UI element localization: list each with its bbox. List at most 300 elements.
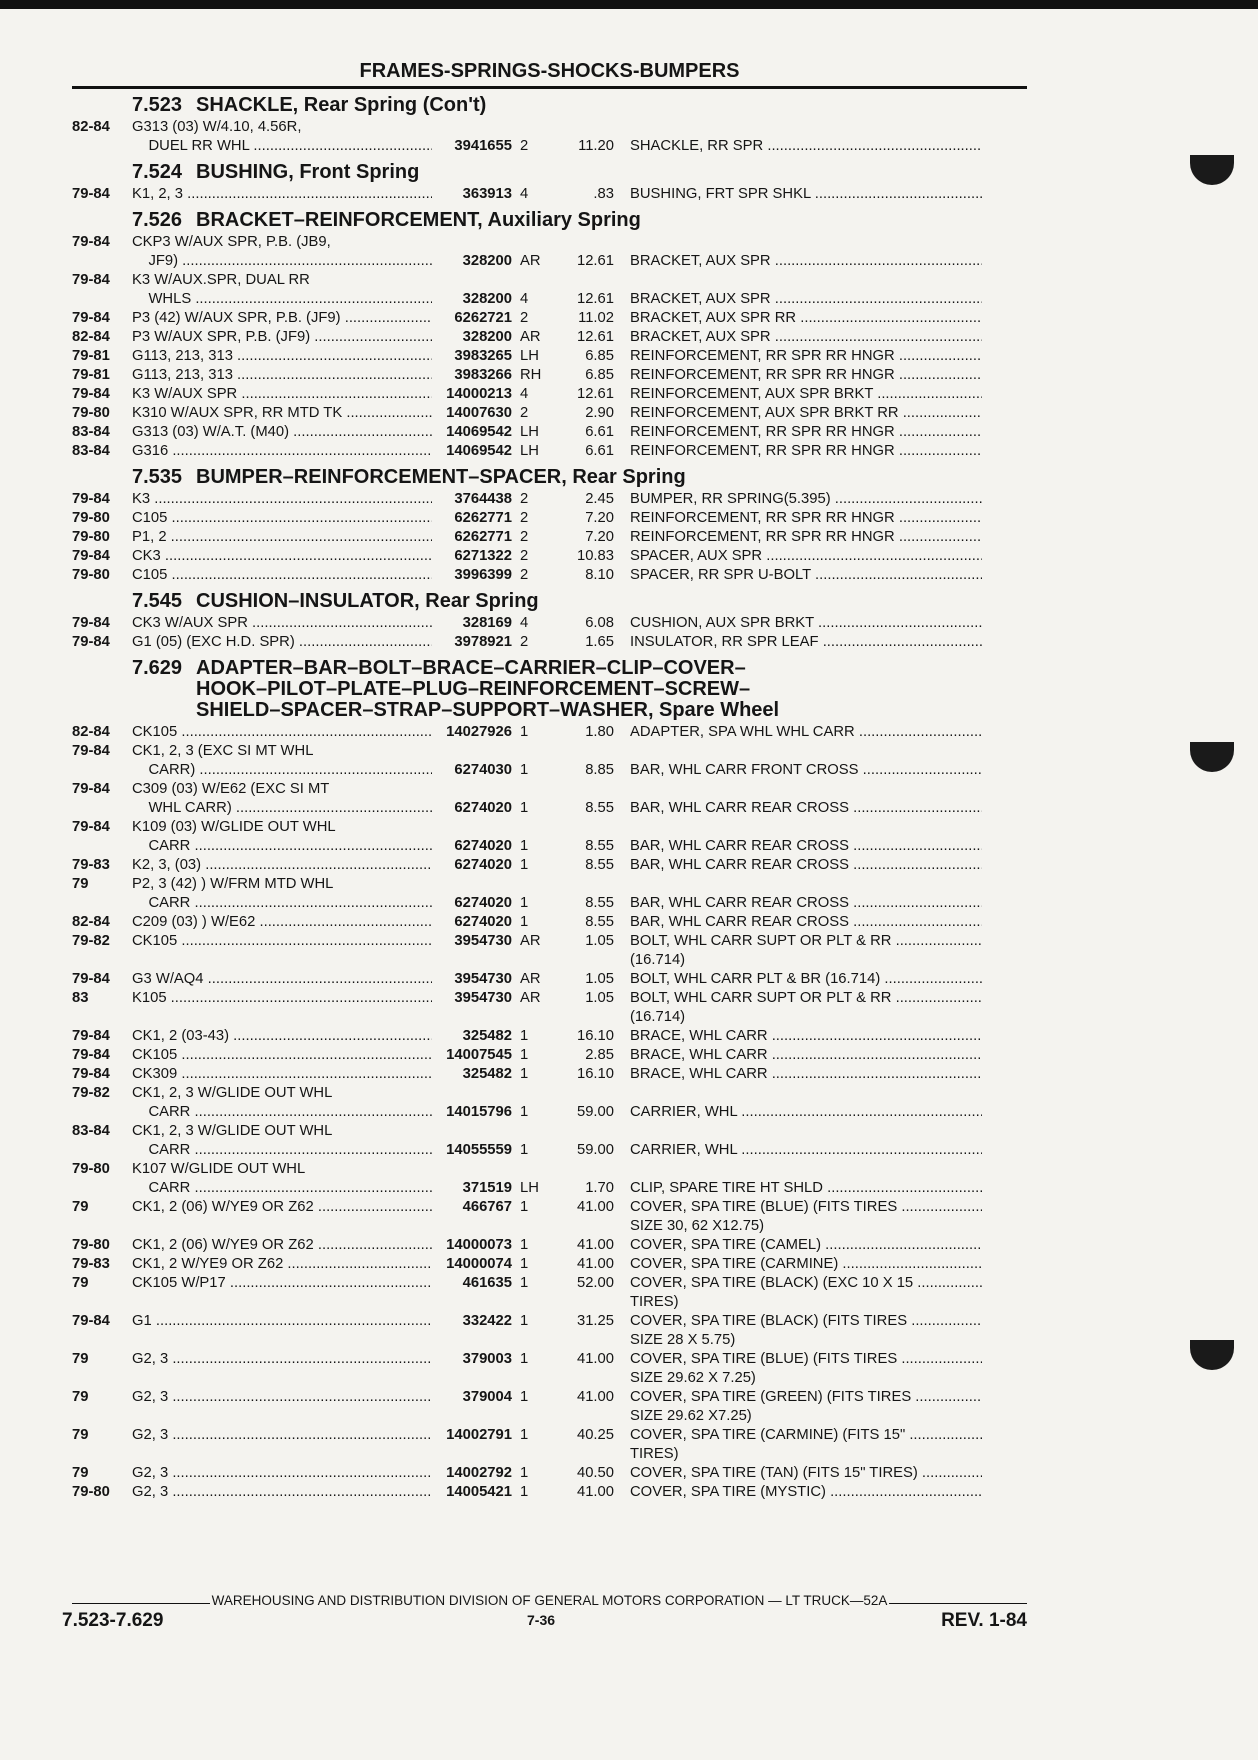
- section-title: SHACKLE, Rear Spring (Con't): [196, 94, 487, 116]
- quantity: 1: [520, 1465, 529, 1481]
- section-number: 7.545: [132, 590, 183, 612]
- part-description: REINFORCEMENT, AUX SPR BRKT RR .....: [614, 404, 982, 423]
- part-description: COVER, SPA TIRE (BLUE) (FITS TIRES .....: [614, 1350, 982, 1369]
- section-title: BRACKET–REINFORCEMENT, Auxiliary Spring: [196, 209, 641, 231]
- part-description: (16.714): [630, 1009, 686, 1025]
- model-application: CK1, 2, 3 (EXC SI MT WHL: [132, 743, 314, 759]
- part-description: BOLT, WHL CARR SUPT OR PLT & RR .....: [614, 932, 982, 951]
- top-border-rule: [0, 0, 1258, 9]
- part-number: 3978921: [454, 634, 512, 650]
- parts-row: [72, 528, 1027, 547]
- part-number: [432, 1445, 512, 1464]
- price: 41.00: [576, 1237, 614, 1253]
- part-description: REINFORCEMENT, RR SPR RR HNGR .....: [614, 528, 982, 547]
- part-description: [614, 1160, 982, 1179]
- quantity: LH: [520, 1180, 539, 1196]
- quantity: AR: [520, 253, 541, 269]
- part-number: 6274030: [454, 762, 512, 778]
- quantity: AR: [520, 933, 541, 949]
- price: 31.25: [576, 1313, 614, 1329]
- model-application: K3 .....: [132, 490, 432, 509]
- part-description: COVER, SPA TIRE (GREEN) (FITS TIRES .....: [614, 1388, 982, 1407]
- model-years: [72, 1445, 132, 1464]
- quantity: 2: [520, 491, 529, 507]
- price: [544, 951, 614, 970]
- price: [544, 1008, 614, 1027]
- parts-row: [72, 761, 1027, 780]
- model-application: CK3 .....: [132, 547, 432, 566]
- part-description: COVER, SPA TIRE (BLACK) (FITS TIRES .....: [614, 1312, 982, 1331]
- part-number: 379003: [462, 1351, 512, 1367]
- model-years: 79-84: [72, 310, 110, 326]
- quantity: RH: [520, 367, 542, 383]
- quantity: LH: [520, 443, 539, 459]
- part-number: 3996399: [454, 567, 512, 583]
- model-application: CK3 W/AUX SPR .....: [132, 614, 432, 633]
- part-number: 14015796: [446, 1104, 512, 1120]
- model-years: 79: [72, 876, 89, 892]
- model-years: 79-80: [72, 567, 110, 583]
- price: 41.00: [576, 1389, 614, 1405]
- quantity: 1: [520, 914, 529, 930]
- model-application: CK1, 2, 3 W/GLIDE OUT WHL: [132, 1085, 333, 1101]
- parts-row: [72, 442, 1027, 461]
- model-years: 79: [72, 1275, 89, 1291]
- quantity: 1: [520, 895, 529, 911]
- model-years: 79-84: [72, 548, 110, 564]
- section-title: BUSHING, Front Spring: [196, 161, 420, 183]
- model-years: [72, 1103, 132, 1122]
- price: 2.90: [585, 405, 614, 421]
- model-years: 82-84: [72, 329, 110, 345]
- model-application: WHL CARR) .....: [132, 799, 432, 818]
- part-number: 14000213: [446, 386, 512, 402]
- price: [544, 875, 614, 894]
- model-application: G2, 3 .....: [132, 1350, 432, 1369]
- part-description: BAR, WHL CARR FRONT CROSS .....: [614, 761, 982, 780]
- price: 1.65: [585, 634, 614, 650]
- parts-row: [72, 347, 1027, 366]
- part-number: 14007545: [446, 1047, 512, 1063]
- price: 1.05: [585, 990, 614, 1006]
- part-description: BOLT, WHL CARR PLT & BR (16.714) .....: [614, 970, 982, 989]
- part-description: [614, 118, 982, 137]
- part-number: 6262721: [454, 310, 512, 326]
- price: 1.05: [585, 971, 614, 987]
- parts-row: [72, 366, 1027, 385]
- price: [544, 1407, 614, 1426]
- model-years: [72, 1141, 132, 1160]
- price: [544, 1217, 614, 1236]
- model-application: G313 (03) W/4.10, 4.56R,: [132, 119, 302, 135]
- parts-row: [72, 309, 1027, 328]
- parts-row: [72, 1179, 1027, 1198]
- price: 59.00: [576, 1142, 614, 1158]
- price: 6.61: [585, 424, 614, 440]
- model-application: G113, 213, 313 .....: [132, 347, 432, 366]
- model-years: 83-84: [72, 1123, 110, 1139]
- model-years: 82-84: [72, 724, 110, 740]
- quantity: 1: [520, 1237, 529, 1253]
- section-number: 7.524: [132, 161, 183, 183]
- part-description: [614, 875, 982, 894]
- section-header: [72, 162, 1027, 183]
- model-years: 79-84: [72, 234, 110, 250]
- model-application: CK105 .....: [132, 1046, 432, 1065]
- price: [544, 1293, 614, 1312]
- parts-row: [72, 894, 1027, 913]
- footer-division-line: [72, 1593, 1027, 1608]
- model-application: CARR .....: [132, 1103, 432, 1122]
- parts-row: [72, 1312, 1027, 1331]
- part-description: SIZE 29.62 X7.25): [630, 1408, 752, 1424]
- quantity: 1: [520, 838, 529, 854]
- model-application: [132, 1008, 432, 1027]
- price: 41.00: [576, 1484, 614, 1500]
- parts-row: [72, 818, 1027, 837]
- price: 12.61: [576, 386, 614, 402]
- model-years: [72, 761, 132, 780]
- model-application: CKP3 W/AUX SPR, P.B. (JB9,: [132, 234, 331, 250]
- model-application: CK105 .....: [132, 723, 432, 742]
- part-number: 6274020: [454, 895, 512, 911]
- part-number: 328200: [462, 329, 512, 345]
- model-application: G2, 3 .....: [132, 1388, 432, 1407]
- part-number: 328169: [462, 615, 512, 631]
- model-years: 79-84: [72, 819, 110, 835]
- price: 40.50: [576, 1465, 614, 1481]
- price: 16.10: [576, 1028, 614, 1044]
- parts-row: [72, 1141, 1027, 1160]
- part-number: 3941655: [454, 138, 512, 154]
- quantity: 2: [520, 310, 529, 326]
- parts-row: [72, 1008, 1027, 1027]
- price: [544, 742, 614, 761]
- price: [544, 1160, 614, 1179]
- model-years: [72, 1217, 132, 1236]
- price: 8.55: [585, 857, 614, 873]
- parts-row: [72, 233, 1027, 252]
- quantity: 2: [520, 529, 529, 545]
- model-years: 79-84: [72, 386, 110, 402]
- parts-row: [72, 837, 1027, 856]
- parts-row: [72, 1483, 1027, 1502]
- model-application: CARR .....: [132, 894, 432, 913]
- parts-row: [72, 1388, 1027, 1407]
- model-years: 79-82: [72, 933, 110, 949]
- model-application: [132, 951, 432, 970]
- model-years: 79-84: [72, 491, 110, 507]
- footer-page-number: 7-36: [527, 1612, 556, 1628]
- model-application: G2, 3 .....: [132, 1464, 432, 1483]
- part-description: INSULATOR, RR SPR LEAF .....: [614, 633, 982, 652]
- price: [544, 1122, 614, 1141]
- part-number: 14000074: [446, 1256, 512, 1272]
- section-number: 7.535: [132, 466, 183, 488]
- model-years: 79: [72, 1427, 89, 1443]
- quantity: AR: [520, 329, 541, 345]
- parts-row: [72, 1160, 1027, 1179]
- price: [544, 1369, 614, 1388]
- model-years: 79-84: [72, 781, 110, 797]
- part-number: 379004: [462, 1389, 512, 1405]
- part-description: REINFORCEMENT, RR SPR RR HNGR .....: [614, 423, 982, 442]
- model-years: [72, 1293, 132, 1312]
- model-years: 79: [72, 1351, 89, 1367]
- parts-row: [72, 932, 1027, 951]
- price: [544, 118, 614, 137]
- model-application: K107 W/GLIDE OUT WHL: [132, 1161, 306, 1177]
- part-description: COVER, SPA TIRE (BLUE) (FITS TIRES .....: [614, 1198, 982, 1217]
- model-application: CK1, 2 (06) W/YE9 OR Z62 .....: [132, 1198, 432, 1217]
- quantity: [512, 818, 544, 837]
- quantity: 1: [520, 1199, 529, 1215]
- parts-row: [72, 1293, 1027, 1312]
- model-years: 82-84: [72, 914, 110, 930]
- price: 7.20: [585, 529, 614, 545]
- price: [544, 271, 614, 290]
- part-description: REINFORCEMENT, RR SPR RR HNGR .....: [614, 509, 982, 528]
- model-years: 79-84: [72, 971, 110, 987]
- model-years: 83-84: [72, 443, 110, 459]
- quantity: 4: [520, 615, 529, 631]
- quantity: 1: [520, 857, 529, 873]
- part-number: 6274020: [454, 800, 512, 816]
- parts-row: [72, 799, 1027, 818]
- part-description: (16.714): [630, 952, 686, 968]
- part-number: 14002792: [446, 1465, 512, 1481]
- price: 6.08: [585, 615, 614, 631]
- parts-row: [72, 1464, 1027, 1483]
- quantity: 4: [520, 386, 529, 402]
- quantity: AR: [520, 990, 541, 1006]
- part-number: [432, 1407, 512, 1426]
- model-application: G1 .....: [132, 1312, 432, 1331]
- part-number: [432, 271, 512, 290]
- model-application: [132, 1445, 432, 1464]
- part-description: REINFORCEMENT, RR SPR RR HNGR .....: [614, 347, 982, 366]
- model-application: G3 W/AQ4 .....: [132, 970, 432, 989]
- part-description: BRACKET, AUX SPR .....: [614, 290, 982, 309]
- part-description: BAR, WHL CARR REAR CROSS .....: [614, 894, 982, 913]
- part-number: 14069542: [446, 443, 512, 459]
- part-number: 3983265: [454, 348, 512, 364]
- price: 8.55: [585, 895, 614, 911]
- model-years: 79-84: [72, 1047, 110, 1063]
- part-description: BAR, WHL CARR REAR CROSS .....: [614, 799, 982, 818]
- model-application: [132, 1293, 432, 1312]
- part-number: [432, 780, 512, 799]
- model-years: 79-84: [72, 272, 110, 288]
- part-description: REINFORCEMENT, RR SPR RR HNGR .....: [614, 366, 982, 385]
- parts-row: [72, 1217, 1027, 1236]
- model-years: [72, 1407, 132, 1426]
- price: 6.85: [585, 348, 614, 364]
- part-number: [432, 1331, 512, 1350]
- sections-container: [72, 95, 1027, 1502]
- price: 8.85: [585, 762, 614, 778]
- model-application: P2, 3 (42) ) W/FRM MTD WHL: [132, 876, 334, 892]
- model-years: 79-80: [72, 1161, 110, 1177]
- section-header: [72, 467, 1027, 488]
- model-application: G2, 3 .....: [132, 1426, 432, 1445]
- price: 11.02: [578, 310, 614, 326]
- part-description: TIRES): [630, 1446, 679, 1462]
- parts-row: [72, 951, 1027, 970]
- model-application: CK1, 2 (03-43) .....: [132, 1027, 432, 1046]
- part-number: 325482: [462, 1066, 512, 1082]
- part-number: 371519: [462, 1180, 512, 1196]
- parts-row: [72, 290, 1027, 309]
- parts-row: [72, 856, 1027, 875]
- model-years: 79-80: [72, 405, 110, 421]
- page-footer: [62, 1593, 1027, 1632]
- footer-division: WAREHOUSING AND DISTRIBUTION DIVISION OF GENERAL MOTORS CORPORATION — LT TRUCK—52A: [211, 1593, 888, 1608]
- part-number: [432, 875, 512, 894]
- parts-row: [72, 1407, 1027, 1426]
- model-years: 79-84: [72, 1028, 110, 1044]
- binder-hole-mark: [1190, 1340, 1234, 1370]
- quantity: [512, 233, 544, 252]
- part-description: BRACE, WHL CARR .....: [614, 1065, 982, 1084]
- quantity: 1: [520, 1028, 529, 1044]
- quantity: [512, 118, 544, 137]
- model-years: [72, 1179, 132, 1198]
- part-number: [432, 951, 512, 970]
- parts-row: [72, 1331, 1027, 1350]
- model-application: [132, 1331, 432, 1350]
- quantity: [512, 1369, 544, 1388]
- quantity: [512, 780, 544, 799]
- model-years: 79: [72, 1199, 89, 1215]
- part-description: COVER, SPA TIRE (TAN) (FITS 15" TIRES) .....: [614, 1464, 982, 1483]
- price: [544, 1331, 614, 1350]
- model-application: P3 (42) W/AUX SPR, P.B. (JF9) .....: [132, 309, 432, 328]
- section-header: [72, 95, 1027, 116]
- part-number: 332422: [462, 1313, 512, 1329]
- parts-row: [72, 1274, 1027, 1293]
- quantity: [512, 875, 544, 894]
- parts-row: [72, 423, 1027, 442]
- model-years: [72, 1369, 132, 1388]
- price: 41.00: [576, 1256, 614, 1272]
- model-application: G1 (05) (EXC H.D. SPR) .....: [132, 633, 432, 652]
- part-description: BRACE, WHL CARR .....: [614, 1046, 982, 1065]
- price: 59.00: [576, 1104, 614, 1120]
- part-description: SPACER, RR SPR U-BOLT .....: [614, 566, 982, 585]
- part-number: [432, 1369, 512, 1388]
- model-years: 79: [72, 1465, 89, 1481]
- quantity: [512, 1084, 544, 1103]
- model-years: 79-84: [72, 634, 110, 650]
- part-description: [614, 233, 982, 252]
- model-application: CK309 .....: [132, 1065, 432, 1084]
- price: 8.55: [585, 838, 614, 854]
- quantity: 1: [520, 1104, 529, 1120]
- model-application: CK105 W/P17 .....: [132, 1274, 432, 1293]
- part-description: BOLT, WHL CARR SUPT OR PLT & RR .....: [614, 989, 982, 1008]
- model-years: [72, 951, 132, 970]
- parts-row: [72, 1065, 1027, 1084]
- price: 12.61: [576, 291, 614, 307]
- model-application: C105 .....: [132, 566, 432, 585]
- model-years: [72, 1331, 132, 1350]
- quantity: [512, 271, 544, 290]
- section-number: 7.629: [132, 657, 183, 679]
- part-number: [432, 1160, 512, 1179]
- part-number: 3954730: [454, 971, 512, 987]
- parts-row: [72, 742, 1027, 761]
- model-application: CK105 .....: [132, 932, 432, 951]
- price: .83: [593, 186, 614, 202]
- parts-row: [72, 185, 1027, 204]
- model-years: [72, 137, 132, 156]
- part-number: 6274020: [454, 857, 512, 873]
- section-title: CUSHION–INSULATOR, Rear Spring: [196, 590, 539, 612]
- price: 6.85: [585, 367, 614, 383]
- part-description: [614, 1084, 982, 1103]
- part-description: CUSHION, AUX SPR BRKT .....: [614, 614, 982, 633]
- price: 1.80: [585, 724, 614, 740]
- model-application: CK1, 2 (06) W/YE9 OR Z62 .....: [132, 1236, 432, 1255]
- part-number: [432, 1293, 512, 1312]
- price: 41.00: [576, 1199, 614, 1215]
- quantity: 4: [520, 291, 529, 307]
- part-description: [614, 1122, 982, 1141]
- part-description: BUSHING, FRT SPR SHKL .....: [614, 185, 982, 204]
- price: 1.70: [585, 1180, 614, 1196]
- price: 16.10: [576, 1066, 614, 1082]
- part-description: CARRIER, WHL .....: [614, 1141, 982, 1160]
- price: 7.20: [585, 510, 614, 526]
- quantity: 1: [520, 1484, 529, 1500]
- part-number: 14005421: [446, 1484, 512, 1500]
- price: [544, 1084, 614, 1103]
- model-application: K105 .....: [132, 989, 432, 1008]
- part-number: 6271322: [454, 548, 512, 564]
- parts-row: [72, 1046, 1027, 1065]
- section-header: [72, 658, 1027, 721]
- model-years: 79-84: [72, 1313, 110, 1329]
- price: 40.25: [576, 1427, 614, 1443]
- part-number: 6274020: [454, 838, 512, 854]
- price: [544, 780, 614, 799]
- model-years: 82-84: [72, 119, 110, 135]
- part-description: BRACKET, AUX SPR .....: [614, 328, 982, 347]
- quantity: 1: [520, 1066, 529, 1082]
- model-application: JF9) .....: [132, 252, 432, 271]
- part-number: 14002791: [446, 1427, 512, 1443]
- part-description: SPACER, AUX SPR .....: [614, 547, 982, 566]
- quantity: [512, 951, 544, 970]
- parts-row: [72, 328, 1027, 347]
- parts-row: [72, 875, 1027, 894]
- model-years: 79-84: [72, 1066, 110, 1082]
- model-years: 79: [72, 1389, 89, 1405]
- part-description: COVER, SPA TIRE (BLACK) (EXC 10 X 15 .....: [614, 1274, 982, 1293]
- model-years: 79-80: [72, 1237, 110, 1253]
- model-application: K310 W/AUX SPR, RR MTD TK .....: [132, 404, 432, 423]
- part-number: 328200: [462, 291, 512, 307]
- quantity: [512, 1160, 544, 1179]
- part-description: COVER, SPA TIRE (CAMEL) .....: [614, 1236, 982, 1255]
- part-number: 466767: [462, 1199, 512, 1215]
- model-years: 79-84: [72, 186, 110, 202]
- part-description: [614, 818, 982, 837]
- quantity: 4: [520, 186, 529, 202]
- part-description: COVER, SPA TIRE (CARMINE) (FITS 15" .....: [614, 1426, 982, 1445]
- quantity: AR: [520, 971, 541, 987]
